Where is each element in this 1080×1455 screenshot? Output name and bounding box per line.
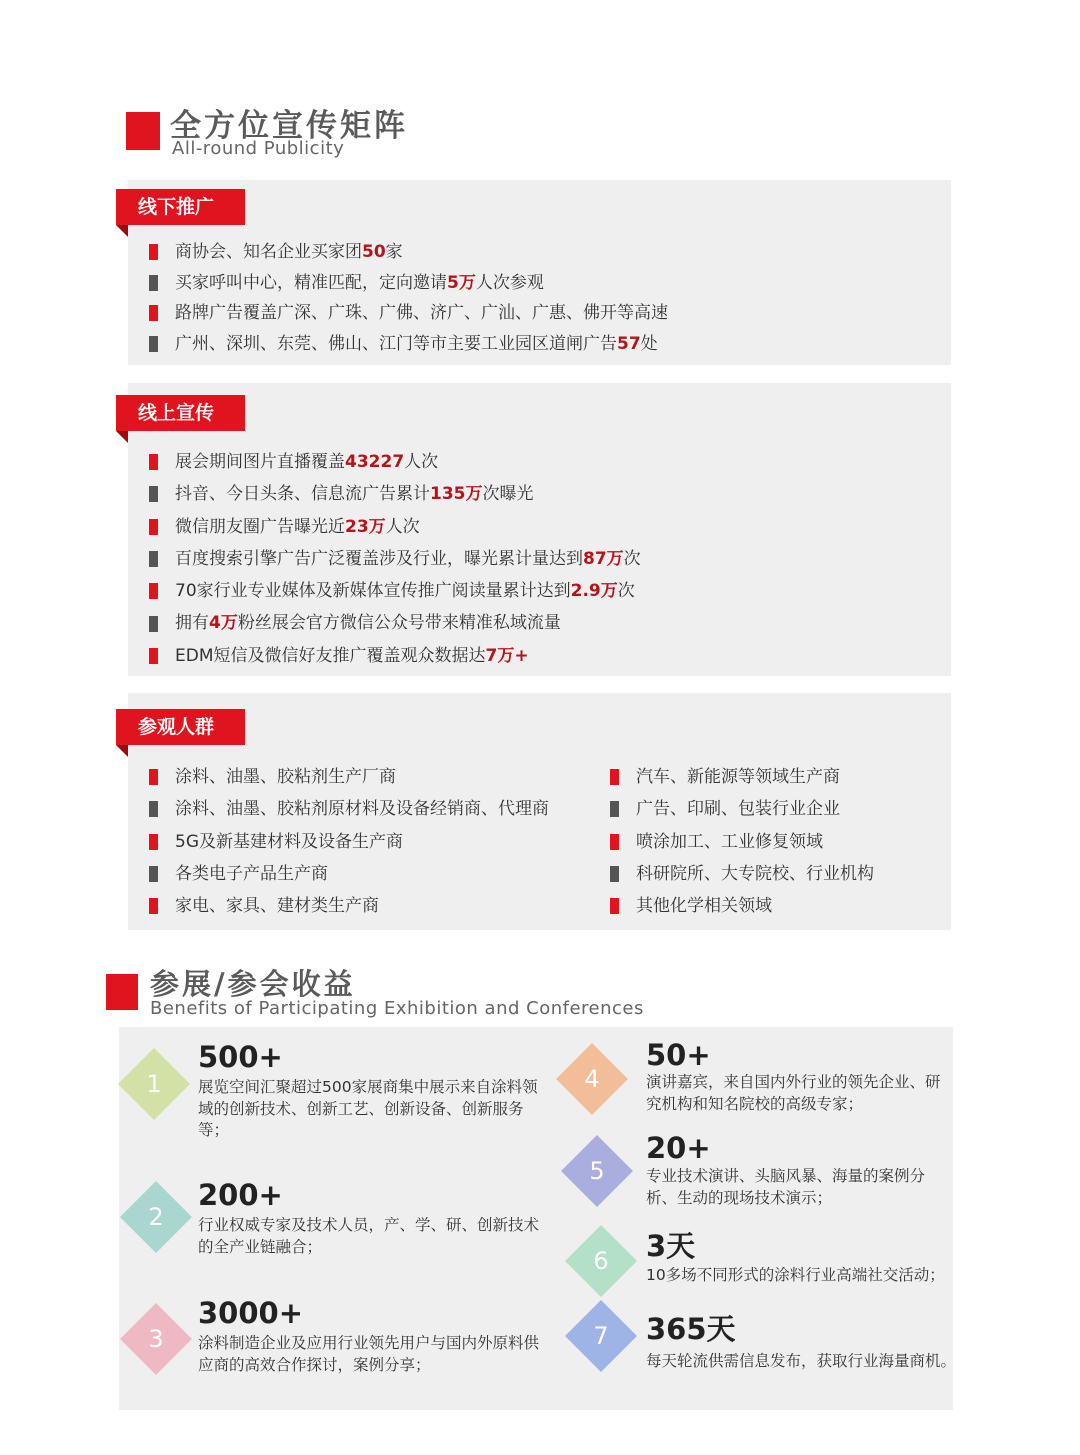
item-text: 家: [385, 242, 403, 262]
benefit-diamond-badge: [570, 1305, 632, 1367]
list-item: [610, 826, 874, 858]
audience-list-right: [610, 761, 874, 922]
item-highlight: 5万: [447, 272, 476, 293]
bullet-marker: [149, 551, 158, 567]
benefit-diamond-badge: [125, 1308, 187, 1370]
tag-fold: [116, 225, 128, 237]
item-text: 次曝光: [482, 484, 534, 505]
benefit-number: 3: [148, 1325, 164, 1353]
benefit-number: 7: [593, 1322, 609, 1350]
heading-marker: [126, 112, 160, 150]
item-text: 次: [617, 581, 635, 602]
online-list: [149, 446, 641, 672]
bullet-marker: [149, 305, 158, 321]
bullet-marker: [149, 801, 158, 817]
list-item: [149, 298, 668, 329]
benefit-description: 每天轮流供需信息发布，获取行业海量商机。: [646, 1352, 957, 1370]
offline-list: [149, 237, 668, 359]
tag-fold: [116, 745, 128, 757]
item-text: 展会期间图片直播覆盖: [175, 452, 345, 472]
item-text: 处: [640, 333, 658, 354]
tag-fold: [116, 431, 128, 443]
item-text: 广州、深圳、东莞、佛山、江门等市主要工业园区道闸广告: [175, 333, 617, 354]
item-text: 家电、家具、建材类生产商: [175, 896, 379, 917]
list-item: [149, 761, 549, 793]
item-text: 人次参观: [475, 272, 544, 293]
benefit-diamond-badge: [125, 1186, 187, 1248]
list-item: [149, 543, 641, 575]
benefit-value: 20+: [646, 1131, 711, 1165]
section-title: 参展/参会收益: [150, 967, 356, 1001]
audience-list-left: [149, 761, 549, 922]
benefit-number: 6: [593, 1247, 609, 1275]
benefit-value: 3天: [646, 1229, 696, 1263]
bullet-marker: [149, 648, 158, 664]
item-text: 微信朋友圈广告曝光近: [175, 516, 345, 537]
list-item: [610, 858, 874, 890]
list-item: [149, 890, 549, 922]
heading-marker: [106, 974, 138, 1010]
item-text: 商协会、知名企业买家团: [175, 242, 362, 262]
item-text: 人次: [385, 516, 420, 537]
bullet-marker: [149, 898, 158, 914]
list-item: [149, 640, 641, 672]
item-highlight: 4万: [209, 613, 238, 634]
benefit-diamond-badge: [123, 1053, 185, 1115]
benefit-description: 10多场不同形式的涂料行业高端社交活动；: [646, 1266, 945, 1284]
item-text: EDM短信及微信好友推广覆盖观众数据达: [175, 645, 486, 666]
benefit-description: 演讲嘉宾，来自国内外行业的领先企业、研究机构和知名院校的高级专家；: [646, 1073, 941, 1113]
bullet-marker: [149, 866, 158, 882]
list-item: [149, 237, 668, 268]
bullet-marker: [149, 454, 158, 470]
bullet-marker: [610, 801, 619, 817]
list-item: [149, 607, 641, 639]
benefit-value: 50+: [646, 1038, 711, 1072]
item-text: 涂料、油墨、胶粘剂原材料及设备经销商、代理商: [175, 799, 549, 820]
item-highlight: 50: [362, 242, 386, 262]
item-text: 路牌广告覆盖广深、广珠、广佛、济广、广汕、广惠、佛开等高速: [175, 303, 668, 323]
item-text: 拥有: [175, 613, 209, 634]
list-item: [149, 793, 549, 825]
list-item: [149, 268, 668, 299]
bullet-marker: [610, 866, 619, 882]
item-highlight: 43227: [345, 452, 405, 472]
audience-tag: 参观人群: [116, 709, 245, 745]
bullet-marker: [149, 616, 158, 632]
bullet-marker: [149, 244, 158, 260]
bullet-marker: [149, 519, 158, 535]
item-text: 其他化学相关领域: [636, 896, 772, 917]
item-highlight: 135万: [430, 484, 483, 505]
section-title: 全方位宣传矩阵: [170, 108, 408, 144]
benefit-number: 2: [148, 1203, 164, 1231]
bullet-marker: [149, 834, 158, 850]
list-item: [610, 890, 874, 922]
bullet-marker: [149, 486, 158, 502]
item-text: 各类电子产品生产商: [175, 863, 328, 884]
benefit-diamond-badge: [561, 1048, 623, 1110]
bullet-marker: [610, 898, 619, 914]
benefit-number: 5: [589, 1157, 605, 1185]
bullet-marker: [610, 769, 619, 785]
item-text: 喷涂加工、工业修复领域: [636, 831, 823, 852]
list-item: [610, 761, 874, 793]
item-highlight: 57: [617, 333, 641, 354]
item-text: 科研院所、大专院校、行业机构: [636, 863, 874, 884]
list-item: [149, 511, 641, 543]
list-item: [149, 858, 549, 890]
item-text: 次: [623, 548, 641, 569]
benefit-value: 3000+: [198, 1296, 304, 1330]
online-tag: 线上宣传: [116, 395, 245, 431]
item-text: 百度搜索引擎广告广泛覆盖涉及行业，曝光累计量达到: [175, 548, 583, 569]
bullet-marker: [149, 336, 158, 352]
item-text: 5G及新基建材料及设备生产商: [175, 831, 403, 852]
item-text: 粉丝展会官方微信公众号带来精准私域流量: [237, 613, 561, 634]
bullet-marker: [610, 834, 619, 850]
benefit-value: 200+: [198, 1178, 283, 1212]
bullet-marker: [149, 769, 158, 785]
list-item: [149, 478, 641, 510]
benefit-diamond-badge: [570, 1230, 632, 1292]
item-highlight: 7万+: [485, 645, 529, 666]
list-item: [149, 575, 641, 607]
benefit-number: 4: [584, 1065, 600, 1093]
item-highlight: 87万: [583, 548, 624, 569]
item-text: 人次: [404, 452, 439, 472]
benefit-value: 500+: [198, 1040, 283, 1074]
benefit-description: 涂料制造企业及应用行业领先用户与国内外原料供应商的高效合作探讨，案例分享；: [198, 1334, 540, 1374]
benefit-value: 365天: [646, 1312, 736, 1346]
section-subtitle: Benefits of Participating Exhibition and Conferences: [150, 998, 644, 1019]
benefit-description: 专业技术演讲、头脑风暴、海量的案例分析、生动的现场技术演示；: [646, 1167, 926, 1207]
benefit-description: 展览空间汇聚超过500家展商集中展示来自涂料领域的创新技术、创新工艺、创新设备、创新服务等；: [198, 1078, 538, 1139]
bullet-marker: [149, 275, 158, 291]
item-text: 70家行业专业媒体及新媒体宣传推广阅读量累计达到: [175, 581, 571, 602]
benefit-description: 行业权威专家及技术人员，产、学、研、创新技术的全产业链融合；: [198, 1216, 540, 1256]
item-text: 抖音、今日头条、信息流广告累计: [175, 484, 430, 505]
item-highlight: 2.9万: [570, 581, 618, 602]
list-item: [149, 446, 641, 478]
benefit-diamond-badge: [566, 1140, 628, 1202]
offline-tag: 线下推广: [116, 189, 245, 225]
item-text: 买家呼叫中心，精准匹配，定向邀请: [175, 272, 447, 293]
item-text: 广告、印刷、包装行业企业: [636, 799, 840, 820]
list-item: [149, 826, 549, 858]
list-item: [149, 329, 668, 360]
item-text: 汽车、新能源等领域生产商: [636, 767, 840, 787]
bullet-marker: [149, 583, 158, 599]
item-highlight: 23万: [345, 516, 386, 537]
benefit-number: 1: [146, 1070, 162, 1098]
item-text: 涂料、油墨、胶粘剂生产厂商: [175, 767, 396, 787]
list-item: [610, 793, 874, 825]
section-subtitle: All-round Publicity: [172, 138, 345, 159]
